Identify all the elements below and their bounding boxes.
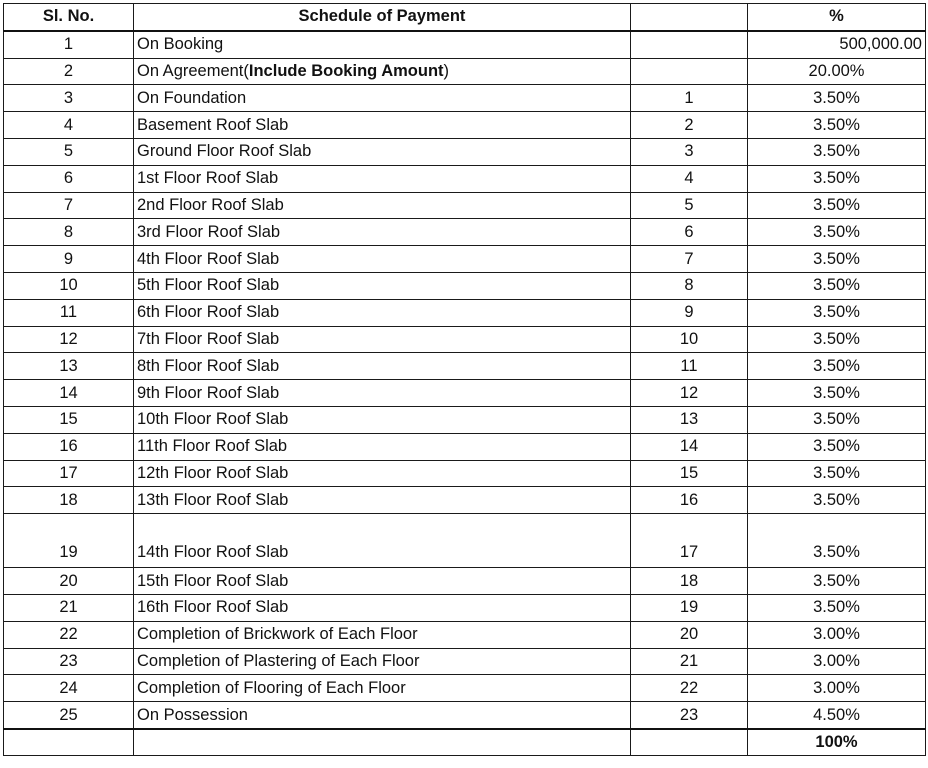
table-row	[4, 433, 926, 460]
percent-cell: 3.50%	[748, 514, 926, 568]
installment-cell: 6	[631, 219, 748, 246]
percent-cell: 3.50%	[748, 594, 926, 621]
percent-cell: 3.50%	[748, 353, 926, 380]
schedule-cell: Completion of Flooring of Each Floor	[134, 675, 631, 702]
total-sl-cell	[4, 729, 134, 756]
schedule-cell	[134, 58, 631, 85]
percent-cell: 4.50%	[748, 702, 926, 729]
total-inst-cell	[631, 729, 748, 756]
percent-cell: 500,000.00	[748, 31, 926, 58]
schedule-cell: Ground Floor Roof Slab	[134, 138, 631, 165]
sl-no-cell: 8	[4, 219, 134, 246]
schedule-cell: 11th Floor Roof Slab	[134, 433, 631, 460]
sl-no-cell: 24	[4, 675, 134, 702]
table-row	[4, 165, 926, 192]
sl-no-cell: 11	[4, 299, 134, 326]
sl-no-cell: 3	[4, 85, 134, 112]
header-installment	[631, 4, 748, 31]
table-row	[4, 353, 926, 380]
table-row	[4, 460, 926, 487]
installment-cell: 5	[631, 192, 748, 219]
table-row	[4, 299, 926, 326]
table-row	[4, 406, 926, 433]
schedule-bold-note: Include Booking Amount	[248, 61, 444, 80]
installment-cell	[631, 58, 748, 85]
installment-cell: 14	[631, 433, 748, 460]
table-row	[4, 112, 926, 139]
total-percent-cell: 100%	[748, 729, 926, 756]
sl-no-cell: 1	[4, 31, 134, 58]
sl-no-cell: 23	[4, 648, 134, 675]
sl-no-cell: 20	[4, 568, 134, 595]
installment-cell: 15	[631, 460, 748, 487]
sl-no-cell: 5	[4, 138, 134, 165]
table-row	[4, 702, 926, 729]
percent-cell: 3.50%	[748, 299, 926, 326]
schedule-cell: 3rd Floor Roof Slab	[134, 219, 631, 246]
sl-no-cell: 19	[4, 514, 134, 568]
schedule-cell: 5th Floor Roof Slab	[134, 272, 631, 299]
table-row	[4, 326, 926, 353]
percent-cell: 20.00%	[748, 58, 926, 85]
schedule-cell: 15th Floor Roof Slab	[134, 568, 631, 595]
schedule-cell: 12th Floor Roof Slab	[134, 460, 631, 487]
percent-cell: 3.50%	[748, 460, 926, 487]
total-row	[4, 729, 926, 756]
installment-cell: 21	[631, 648, 748, 675]
percent-cell: 3.00%	[748, 648, 926, 675]
sl-no-cell: 13	[4, 353, 134, 380]
installment-cell	[631, 31, 748, 58]
sl-no-cell: 4	[4, 112, 134, 139]
schedule-cell: 7th Floor Roof Slab	[134, 326, 631, 353]
sl-no-cell: 15	[4, 406, 134, 433]
schedule-cell: Completion of Plastering of Each Floor	[134, 648, 631, 675]
installment-cell: 13	[631, 406, 748, 433]
schedule-cell: Basement Roof Slab	[134, 112, 631, 139]
table-row	[4, 380, 926, 407]
percent-cell: 3.00%	[748, 621, 926, 648]
payment-schedule-table	[3, 3, 926, 756]
percent-cell: 3.50%	[748, 272, 926, 299]
table-row	[4, 272, 926, 299]
installment-cell: 2	[631, 112, 748, 139]
percent-cell: 3.50%	[748, 165, 926, 192]
installment-cell: 4	[631, 165, 748, 192]
sl-no-cell: 25	[4, 702, 134, 729]
table-row	[4, 675, 926, 702]
table-row	[4, 594, 926, 621]
percent-cell: 3.50%	[748, 433, 926, 460]
header-schedule-of-payment: Schedule of Payment	[134, 4, 631, 31]
table-body	[4, 31, 926, 756]
header-sl-no: Sl. No.	[4, 4, 134, 31]
sl-no-cell: 6	[4, 165, 134, 192]
installment-cell: 1	[631, 85, 748, 112]
sl-no-cell: 12	[4, 326, 134, 353]
percent-cell: 3.50%	[748, 85, 926, 112]
percent-cell: 3.50%	[748, 246, 926, 273]
schedule-text-end: )	[443, 61, 450, 80]
schedule-cell: On Foundation	[134, 85, 631, 112]
sl-no-cell: 17	[4, 460, 134, 487]
schedule-cell: 10th Floor Roof Slab	[134, 406, 631, 433]
table-row	[4, 246, 926, 273]
percent-cell: 3.50%	[748, 326, 926, 353]
schedule-cell: 16th Floor Roof Slab	[134, 594, 631, 621]
table-header	[4, 4, 926, 31]
percent-cell: 3.50%	[748, 568, 926, 595]
percent-cell: 3.50%	[748, 219, 926, 246]
sl-no-cell: 14	[4, 380, 134, 407]
table-row	[4, 31, 926, 58]
table-row	[4, 514, 926, 568]
sl-no-cell: 7	[4, 192, 134, 219]
schedule-cell: On Possession	[134, 702, 631, 729]
installment-cell: 22	[631, 675, 748, 702]
installment-cell: 23	[631, 702, 748, 729]
percent-cell: 3.50%	[748, 192, 926, 219]
total-desc-cell	[134, 729, 631, 756]
installment-cell: 8	[631, 272, 748, 299]
installment-cell: 18	[631, 568, 748, 595]
sl-no-cell: 10	[4, 272, 134, 299]
schedule-cell: 9th Floor Roof Slab	[134, 380, 631, 407]
header-percent: %	[748, 4, 926, 31]
installment-cell: 12	[631, 380, 748, 407]
schedule-cell: On Booking	[134, 31, 631, 58]
installment-cell: 11	[631, 353, 748, 380]
table-row	[4, 219, 926, 246]
schedule-text: On Agreement(	[137, 61, 249, 80]
percent-cell: 3.00%	[748, 675, 926, 702]
installment-cell: 19	[631, 594, 748, 621]
header-row	[4, 4, 926, 31]
schedule-cell: 13th Floor Roof Slab	[134, 487, 631, 514]
percent-cell: 3.50%	[748, 380, 926, 407]
percent-cell: 3.50%	[748, 112, 926, 139]
installment-cell: 3	[631, 138, 748, 165]
schedule-cell: 4th Floor Roof Slab	[134, 246, 631, 273]
schedule-cell: 6th Floor Roof Slab	[134, 299, 631, 326]
sl-no-cell: 18	[4, 487, 134, 514]
table-row	[4, 85, 926, 112]
schedule-cell: 2nd Floor Roof Slab	[134, 192, 631, 219]
percent-cell: 3.50%	[748, 487, 926, 514]
table-row	[4, 192, 926, 219]
sl-no-cell: 22	[4, 621, 134, 648]
installment-cell: 20	[631, 621, 748, 648]
percent-cell: 3.50%	[748, 406, 926, 433]
sl-no-cell: 16	[4, 433, 134, 460]
table-row	[4, 487, 926, 514]
installment-cell: 7	[631, 246, 748, 273]
sl-no-cell: 21	[4, 594, 134, 621]
installment-cell: 10	[631, 326, 748, 353]
table-row	[4, 568, 926, 595]
table-row	[4, 58, 926, 85]
table-row	[4, 138, 926, 165]
percent-cell: 3.50%	[748, 138, 926, 165]
sl-no-cell: 2	[4, 58, 134, 85]
installment-cell: 17	[631, 514, 748, 568]
installment-cell: 9	[631, 299, 748, 326]
schedule-cell: 14th Floor Roof Slab	[134, 514, 631, 568]
table-row	[4, 621, 926, 648]
schedule-cell: 1st Floor Roof Slab	[134, 165, 631, 192]
sl-no-cell: 9	[4, 246, 134, 273]
schedule-cell: 8th Floor Roof Slab	[134, 353, 631, 380]
schedule-cell: Completion of Brickwork of Each Floor	[134, 621, 631, 648]
installment-cell: 16	[631, 487, 748, 514]
table-row	[4, 648, 926, 675]
